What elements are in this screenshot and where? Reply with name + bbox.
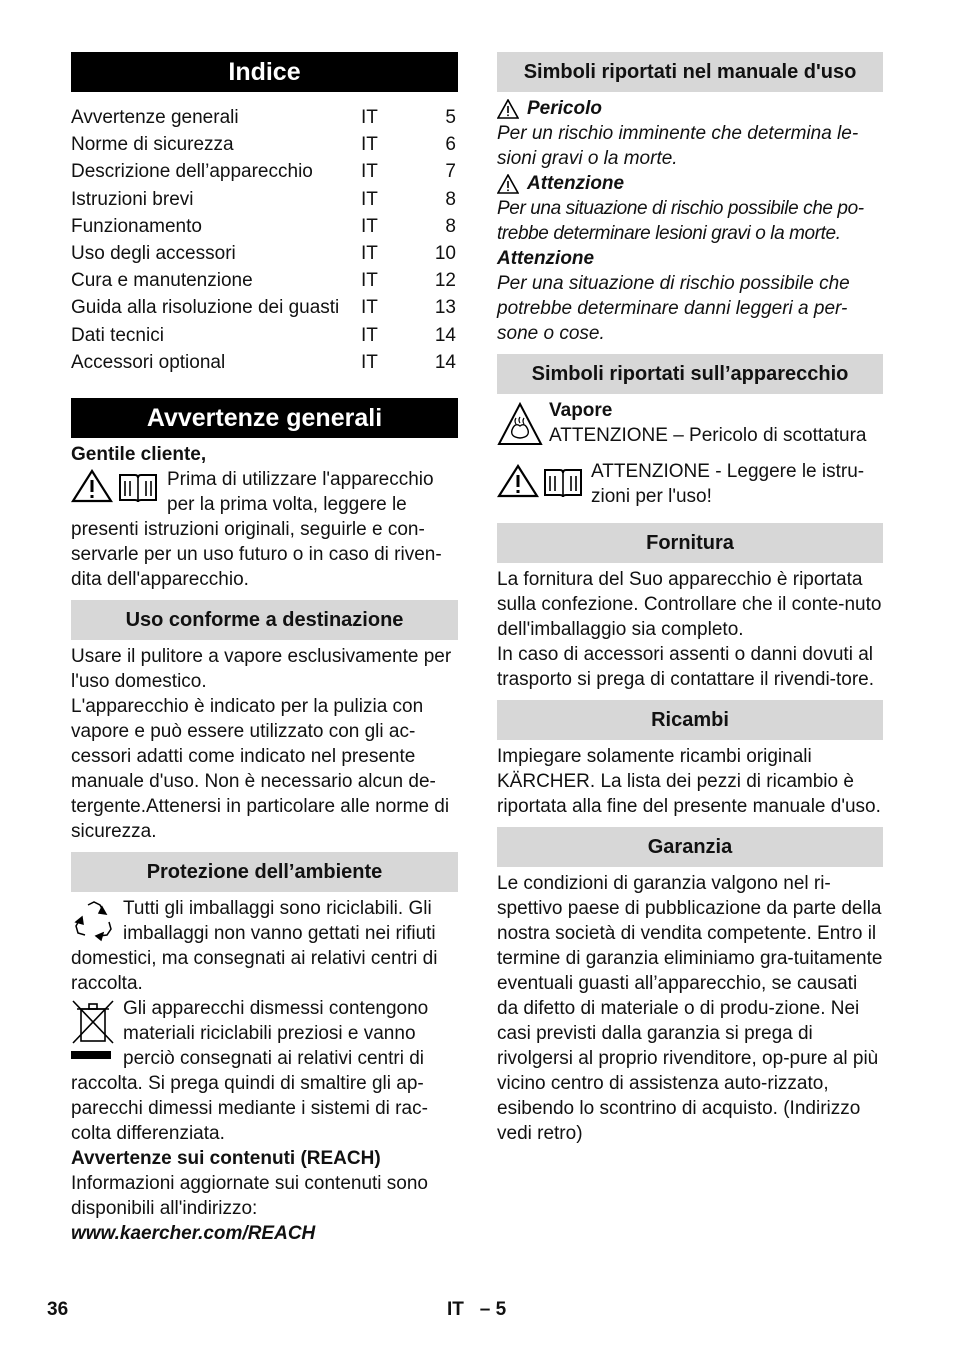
toc-entry-page: 6 bbox=[445, 134, 456, 156]
toc-entry-lang: IT bbox=[361, 161, 378, 183]
toc-entry[interactable] bbox=[71, 186, 458, 213]
warning-triangle-small-icon bbox=[497, 174, 519, 194]
reach-text: Informazioni aggiornate sui contenuti sono disponibili all'indirizzo: bbox=[71, 1172, 429, 1219]
warranty-title: Garanzia bbox=[497, 827, 883, 867]
toc-entry[interactable] bbox=[71, 104, 458, 131]
section-page-ref: IT – 5 bbox=[447, 1299, 507, 1320]
toc-entry-title: Descrizione dell’apparecchio bbox=[71, 161, 313, 183]
spares-text: Impiegare solamente ricambi originali KÄRCHER. La lista dei pezzi di ricambio è riportata alla fine del presente manuale d'uso. bbox=[497, 746, 881, 817]
danger-text: Per un rischio imminente che determina le-sioni gravi o la morte. bbox=[497, 123, 859, 169]
danger-label: Pericolo bbox=[527, 98, 602, 119]
greeting: Gentile cliente, bbox=[71, 443, 207, 465]
weee-text: Gli apparecchi dismessi contengono materiali riciclabili preziosi e vanno perciò consegnati ai relativi centri di bbox=[123, 997, 429, 1069]
toc-entry-title: Norme di sicurezza bbox=[71, 134, 234, 156]
toc-entry-page: 14 bbox=[434, 351, 456, 373]
reach-title: Avvertenze sui contenuti (REACH) bbox=[71, 1147, 381, 1169]
toc-entry-page: 8 bbox=[445, 215, 456, 237]
recycle-text-rest: domestici, ma consegnati ai relativi centri di raccolta. bbox=[71, 947, 438, 994]
warning-triangle-icon bbox=[71, 469, 113, 503]
toc-entry-page: 10 bbox=[434, 242, 456, 264]
reach-link[interactable]: www.kaercher.com/REACH bbox=[71, 1222, 316, 1244]
crossed-bin-icon bbox=[71, 999, 115, 1061]
toc-entry-lang: IT bbox=[361, 215, 378, 237]
toc-entry-page: 8 bbox=[445, 188, 456, 210]
symbols-manual-title: Simboli riportati nel manuale d'uso bbox=[497, 52, 883, 92]
toc-entry[interactable] bbox=[71, 240, 458, 267]
warning-label: Attenzione bbox=[527, 173, 625, 194]
general-warnings-title: Avvertenze generali bbox=[71, 398, 458, 438]
steam-label: Vapore bbox=[549, 400, 613, 421]
warning-text: Per una situazione di rischio possibile che po-trebbe determinare lesioni gravi o la morte. bbox=[497, 198, 864, 244]
intro-line-2: per la prima volta, leggere le bbox=[167, 493, 407, 515]
read-manual-text: ATTENZIONE - Leggere le istru-zioni per l'uso! bbox=[591, 461, 865, 507]
toc-entry-lang: IT bbox=[361, 297, 378, 319]
intro-text: presenti istruzioni originali, seguirle e con-servarle per un uso futuro o in caso di riven-dita dell'apparecchio. bbox=[71, 518, 442, 590]
toc-entry-lang: IT bbox=[361, 134, 378, 156]
toc-entry-lang: IT bbox=[361, 270, 378, 292]
hot-steam-warning-icon bbox=[497, 402, 543, 446]
right-column bbox=[497, 52, 883, 1146]
page-number: 36 bbox=[47, 1299, 69, 1320]
recycle-icon bbox=[71, 898, 117, 944]
supply-title: Fornitura bbox=[497, 523, 883, 563]
toc-entry-page: 13 bbox=[434, 297, 456, 319]
intended-use-text-2: L'apparecchio è indicato per la pulizia con vapore e può essere utilizzato con gli ac-cessori adatti come indicato nel presente manuale d'uso. Non è necessario alcun de-tergente.Attenersi in particolare alle norme di sicurezza. bbox=[71, 695, 450, 842]
toc-entry-lang: IT bbox=[361, 324, 378, 346]
caution-text: Per una situazione di rischio possibile che potrebbe determinare danni leggeri a per-sone o cose. bbox=[497, 273, 850, 344]
weee-text-rest: raccolta. Si prega quindi di smaltire gli ap-parecchi dimessi mediante i sistemi di rac-colta differenziata. bbox=[71, 1072, 428, 1144]
toc-list bbox=[71, 104, 458, 376]
intro-line-1: Prima di utilizzare l'apparecchio bbox=[167, 468, 434, 490]
toc-entry-page: 14 bbox=[434, 324, 456, 346]
toc-entry-page: 7 bbox=[445, 161, 456, 183]
toc-entry-lang: IT bbox=[361, 188, 378, 210]
toc-entry[interactable] bbox=[71, 213, 458, 240]
environment-title: Protezione dell’ambiente bbox=[71, 852, 458, 892]
toc-entry-title: Avvertenze generali bbox=[71, 107, 239, 128]
toc-entry-page: 5 bbox=[445, 107, 456, 128]
toc-entry-title: Istruzioni brevi bbox=[71, 188, 194, 210]
toc-entry-title: Uso degli accessori bbox=[71, 242, 236, 264]
warning-triangle-device-icon bbox=[497, 464, 539, 498]
toc-entry[interactable] bbox=[71, 349, 458, 376]
toc-entry[interactable] bbox=[71, 158, 458, 185]
intended-use-title: Uso conforme a destinazione bbox=[71, 600, 458, 640]
manual-book-icon bbox=[117, 469, 159, 503]
toc-entry[interactable] bbox=[71, 267, 458, 294]
steam-text: ATTENZIONE – Pericolo di scottatura bbox=[549, 425, 867, 446]
warranty-text: Le condizioni di garanzia valgono nel ri-spettivo paese di pubblicazione da parte della nostra società di vendita competente. Entro il termine di garanzia eliminiamo gra-tuitamente eventuali guasti all’apparecchio, se causati da difetto di materiale o di produ-zione. Nei casi previsti dalla garanzia si prega di rivolgersi al proprio rivenditore, op-pure al più vicino centro di assistenza auto-rizzato, esibendo lo scontrino di acquisto. (Indirizzo vedi retro) bbox=[497, 873, 883, 1144]
toc-entry-lang: IT bbox=[361, 242, 378, 264]
toc-entry-title: Guida alla risoluzione dei guasti bbox=[71, 297, 340, 319]
toc-entry-lang: IT bbox=[361, 107, 378, 128]
toc-entry-title: Cura e manutenzione bbox=[71, 270, 253, 292]
supply-text-2: In caso di accessori assenti o danni dovuti al trasporto si prega di contattare il rivendi-tore. bbox=[497, 644, 875, 690]
supply-text-1: La fornitura del Suo apparecchio è riportata sulla confezione. Controllare che il conte-nuto dell'imballaggio sia completo. bbox=[497, 569, 882, 640]
toc-entry-title: Funzionamento bbox=[71, 215, 202, 237]
toc-title: Indice bbox=[71, 52, 458, 92]
recycle-text: Tutti gli imballaggi sono riciclabili. Gli imballaggi non vanno gettati nei rifiuti bbox=[123, 897, 436, 944]
caution-label: Attenzione bbox=[497, 248, 595, 269]
symbols-device-title: Simboli riportati sull’apparecchio bbox=[497, 354, 883, 394]
toc-entry-title: Accessori optional bbox=[71, 351, 226, 373]
toc-entry-lang: IT bbox=[361, 351, 378, 373]
read-manual-icon bbox=[541, 464, 585, 498]
toc-entry[interactable] bbox=[71, 131, 458, 158]
danger-triangle-icon bbox=[497, 99, 519, 119]
toc-entry[interactable] bbox=[71, 322, 458, 349]
toc-entry-title: Dati tecnici bbox=[71, 324, 164, 346]
toc-entry[interactable] bbox=[71, 294, 458, 321]
spares-title: Ricambi bbox=[497, 700, 883, 740]
toc-entry-page: 12 bbox=[434, 270, 456, 292]
intended-use-text-1: Usare il pulitore a vapore esclusivamente per l'uso domestico. bbox=[71, 645, 452, 692]
left-column bbox=[71, 52, 458, 1246]
